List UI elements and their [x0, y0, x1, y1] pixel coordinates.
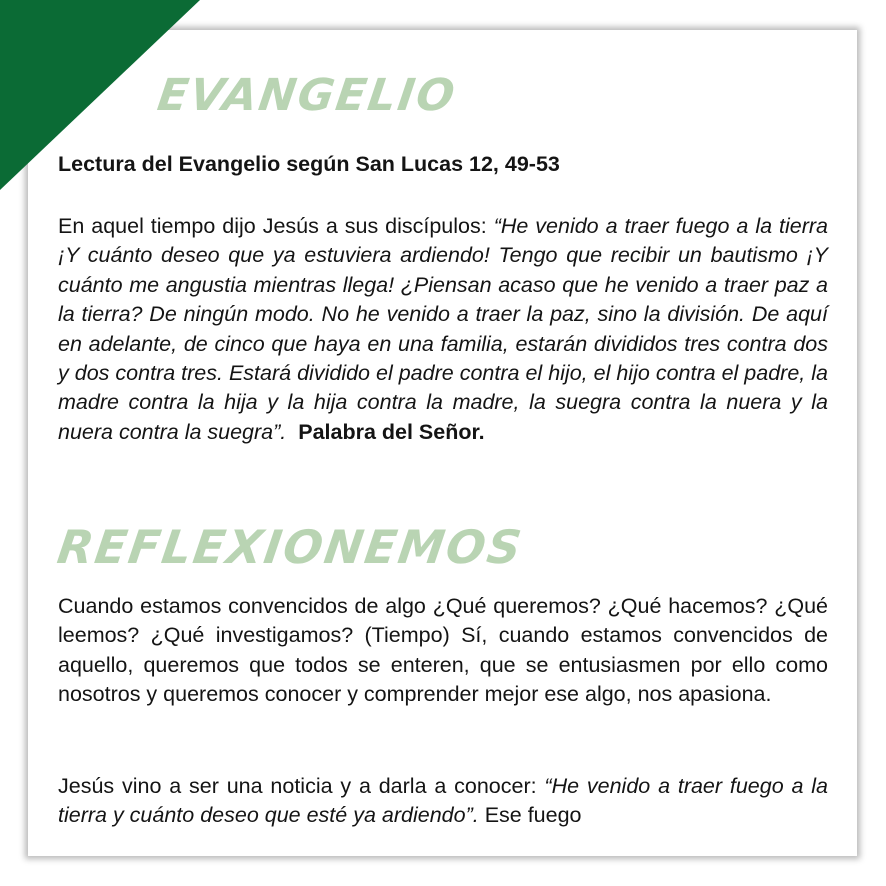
- reflection-paragraph-1: Cuando estamos convencidos de algo ¿Qué queremos? ¿Qué hacemos? ¿Qué leemos? ¿Qué investigamos? (Tiempo) Sí, cuando estamos convencidos de aquello, queremos que todos se enteren, que se entusiasmen por ello como nosotros y queremos conocer y comprender mejor ese algo, nos apasiona.: [58, 594, 828, 707]
- gospel-closing: Palabra del Señor.: [298, 419, 485, 444]
- gospel-reference: Lectura del Evangelio según San Lucas 12, 49-53: [58, 152, 560, 176]
- reflection-paragraph-2: [58, 772, 828, 831]
- reflexionemos-heading: REFLEXIONEMOS: [54, 520, 527, 574]
- evangelio-heading: EVANGELIO: [154, 70, 460, 121]
- reflection-intro: Jesús vino a ser una noticia y a darla a conocer:: [58, 774, 545, 798]
- reflection-quote: “He venido a traer fuego a la tierra y cuánto deseo que esté ya ardiendo”.: [58, 774, 829, 828]
- gospel-intro: En aquel tiempo dijo Jesús a sus discípulos:: [58, 214, 494, 238]
- gospel-quote: “He venido a traer fuego a la tierra ¡Y cuánto deseo que ya estuviera ardiendo! Tengo que recibir un bautismo ¡Y cuánto me angustia mientras llega! ¿Piensan acaso que he venido a traer paz a la tierra? De ningún modo. No he venido a traer la paz, sino la división. De aquí en adelante, de cinco que haya en una familia, estarán divididos tres contra dos y dos contra tres. Estará dividido el padre contra el hijo, el hijo contra el padre, la madre contra la hija y la hija contra la madre, la suegra contra la nuera y la nuera contra la suegra”.: [58, 214, 828, 444]
- gospel-text: [58, 212, 828, 447]
- reflection-tail: Ese fuego: [478, 803, 582, 828]
- green-corner-decoration: [0, 0, 200, 190]
